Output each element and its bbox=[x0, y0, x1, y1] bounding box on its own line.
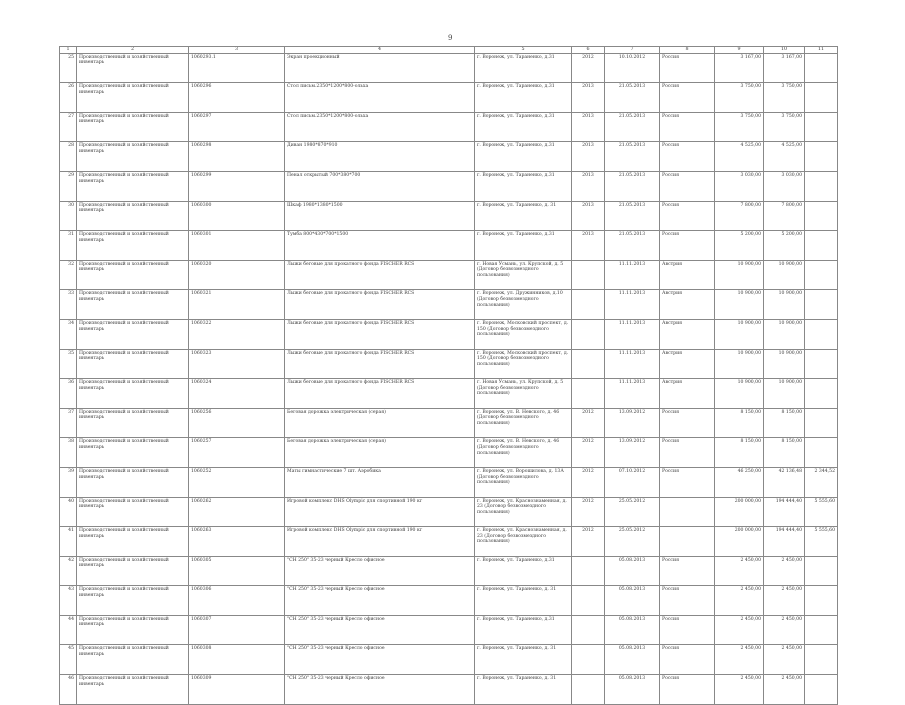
table-row bbox=[60, 438, 838, 468]
category-cell: Производственный и хозяйственный инвентарь bbox=[77, 319, 189, 349]
date-cell: 21.05.2013 bbox=[605, 142, 660, 172]
category-cell: Производственный и хозяйственный инвентарь bbox=[77, 201, 189, 231]
item-name-cell: Экран проекционный bbox=[285, 53, 475, 83]
year-cell: 2012 bbox=[572, 438, 605, 468]
residual-value-cell: 194 444,40 bbox=[764, 497, 805, 527]
column-header: 8 bbox=[660, 47, 715, 54]
item-name-cell: "СН 250" 35-23 черный Кресло офисное bbox=[285, 615, 475, 645]
row-number-cell: 38 bbox=[60, 438, 77, 468]
category-cell: Производственный и хозяйственный инвентарь bbox=[77, 379, 189, 409]
cost-cell: 200 000,00 bbox=[715, 497, 764, 527]
extra-value-cell: 5 555,60 bbox=[805, 497, 838, 527]
row-number-cell: 29 bbox=[60, 171, 77, 201]
inventory-number-cell: 1060309 bbox=[189, 675, 285, 705]
category-cell: Производственный и хозяйственный инвентарь bbox=[77, 438, 189, 468]
residual-value-cell: 10 900,00 bbox=[764, 319, 805, 349]
item-name-cell: Игровой комплекс DHS Olympic для спортивной 190 кг bbox=[285, 527, 475, 557]
inventory-number-cell: 1060263 bbox=[189, 527, 285, 557]
cost-cell: 10 900,00 bbox=[715, 319, 764, 349]
item-name-cell: Лыжи беговые для прокатного фонда FISCHER RCS bbox=[285, 379, 475, 409]
table-row bbox=[60, 83, 838, 113]
inventory-number-cell: 1060324 bbox=[189, 379, 285, 409]
category-cell: Производственный и хозяйственный инвентарь bbox=[77, 408, 189, 438]
category-cell: Производственный и хозяйственный инвентарь bbox=[77, 645, 189, 675]
date-cell: 05.08.2013 bbox=[605, 675, 660, 705]
country-cell: Россия bbox=[660, 467, 715, 497]
item-name-cell: "СН 250" 35-23 черный Кресло офисное bbox=[285, 645, 475, 675]
year-cell: 2013 bbox=[572, 112, 605, 142]
residual-value-cell: 10 900,00 bbox=[764, 349, 805, 379]
row-number-cell: 33 bbox=[60, 290, 77, 320]
address-cell: г. Воронеж, ул. Тараненко, д.31 bbox=[475, 615, 572, 645]
year-cell bbox=[572, 675, 605, 705]
column-header: 6 bbox=[572, 47, 605, 54]
residual-value-cell: 2 450,00 bbox=[764, 586, 805, 616]
year-cell: 2013 bbox=[572, 171, 605, 201]
column-header: 4 bbox=[285, 47, 475, 54]
country-cell bbox=[660, 497, 715, 527]
year-cell bbox=[572, 290, 605, 320]
residual-value-cell: 10 900,00 bbox=[764, 260, 805, 290]
country-cell: Россия bbox=[660, 112, 715, 142]
residual-value-cell: 3 167,00 bbox=[764, 53, 805, 83]
date-cell: 21.05.2013 bbox=[605, 231, 660, 261]
date-cell: 13.09.2012 bbox=[605, 408, 660, 438]
item-name-cell: Шкаф 1980*1380*1500 bbox=[285, 201, 475, 231]
table-row bbox=[60, 260, 838, 290]
address-cell: г. Воронеж, ул. Тараненко, д.31 bbox=[475, 53, 572, 83]
extra-value-cell bbox=[805, 556, 838, 586]
inventory-number-cell: 1060257 bbox=[189, 438, 285, 468]
table-row bbox=[60, 319, 838, 349]
item-name-cell: Беговая дорожка электрическая (серая) bbox=[285, 438, 475, 468]
item-name-cell: Лыжи беговые для прокатного фонда FISCHER RCS bbox=[285, 319, 475, 349]
residual-value-cell: 8 150,00 bbox=[764, 438, 805, 468]
table-row bbox=[60, 349, 838, 379]
date-cell: 11.11.2013 bbox=[605, 260, 660, 290]
date-cell: 25.05.2012 bbox=[605, 497, 660, 527]
year-cell bbox=[572, 260, 605, 290]
date-cell: 21.05.2013 bbox=[605, 112, 660, 142]
year-cell: 2012 bbox=[572, 527, 605, 557]
residual-value-cell: 10 900,00 bbox=[764, 290, 805, 320]
date-cell: 05.08.2013 bbox=[605, 645, 660, 675]
extra-value-cell bbox=[805, 260, 838, 290]
year-cell: 2013 bbox=[572, 231, 605, 261]
address-cell: г. Воронеж, ул. В. Невского, д. 46 (Договор безвозмездного пользования) bbox=[475, 438, 572, 468]
column-number-row bbox=[60, 47, 838, 54]
date-cell: 07.10.2012 bbox=[605, 467, 660, 497]
extra-value-cell bbox=[805, 615, 838, 645]
extra-value-cell bbox=[805, 408, 838, 438]
item-name-cell: Диван 1980*870*910 bbox=[285, 142, 475, 172]
cost-cell: 10 900,00 bbox=[715, 290, 764, 320]
date-cell: 05.08.2013 bbox=[605, 556, 660, 586]
column-header: 1 bbox=[60, 47, 77, 54]
row-number-cell: 36 bbox=[60, 379, 77, 409]
residual-value-cell: 42 136,48 bbox=[764, 467, 805, 497]
residual-value-cell: 2 450,00 bbox=[764, 615, 805, 645]
extra-value-cell: 2 344,52 bbox=[805, 467, 838, 497]
inventory-number-cell: 1060305 bbox=[189, 556, 285, 586]
address-cell: г. Новая Усмань, ул. Крупской, д. 5 (Договор безвозмездного пользования) bbox=[475, 379, 572, 409]
address-cell: г. Новая Усмань, ул. Крупской, д. 5 (Договор безвозмездного пользования) bbox=[475, 260, 572, 290]
year-cell: 2012 bbox=[572, 497, 605, 527]
inventory-number-cell: 1060296 bbox=[189, 83, 285, 113]
year-cell: 2013 bbox=[572, 83, 605, 113]
year-cell: 2012 bbox=[572, 408, 605, 438]
row-number-cell: 40 bbox=[60, 497, 77, 527]
item-name-cell: "СН 250" 35-23 черный Кресло офисное bbox=[285, 586, 475, 616]
country-cell: Австрия bbox=[660, 319, 715, 349]
inventory-number-cell: 1060299 bbox=[189, 171, 285, 201]
row-number-cell: 44 bbox=[60, 615, 77, 645]
date-cell: 05.08.2013 bbox=[605, 586, 660, 616]
table-row bbox=[60, 112, 838, 142]
row-number-cell: 30 bbox=[60, 201, 77, 231]
address-cell: г. Воронеж, Московский проспект, д. 150 (Договор безвозмездного пользования) bbox=[475, 319, 572, 349]
residual-value-cell: 4 525,00 bbox=[764, 142, 805, 172]
residual-value-cell: 2 450,00 bbox=[764, 675, 805, 705]
cost-cell: 10 900,00 bbox=[715, 349, 764, 379]
year-cell bbox=[572, 319, 605, 349]
category-cell: Производственный и хозяйственный инвентарь bbox=[77, 615, 189, 645]
country-cell: Россия bbox=[660, 53, 715, 83]
inventory-table bbox=[59, 46, 838, 705]
inventory-number-cell: 1060262 bbox=[189, 497, 285, 527]
item-name-cell: Беговая дорожка электрическая (серая) bbox=[285, 408, 475, 438]
item-name-cell: Стол письм.2350*1200*800-ольха bbox=[285, 112, 475, 142]
address-cell: г. Воронеж, ул. В. Невского, д. 46 (Договор безвозмездного пользования) bbox=[475, 408, 572, 438]
extra-value-cell bbox=[805, 290, 838, 320]
row-number-cell: 45 bbox=[60, 645, 77, 675]
row-number-cell: 37 bbox=[60, 408, 77, 438]
year-cell bbox=[572, 586, 605, 616]
table-row bbox=[60, 171, 838, 201]
cost-cell: 10 900,00 bbox=[715, 260, 764, 290]
table-row bbox=[60, 53, 838, 83]
column-header: 5 bbox=[475, 47, 572, 54]
address-cell: г. Воронеж, ул. Тараненко, д.31 bbox=[475, 112, 572, 142]
extra-value-cell bbox=[805, 231, 838, 261]
category-cell: Производственный и хозяйственный инвентарь bbox=[77, 586, 189, 616]
table-row bbox=[60, 231, 838, 261]
row-number-cell: 28 bbox=[60, 142, 77, 172]
row-number-cell: 42 bbox=[60, 556, 77, 586]
extra-value-cell bbox=[805, 53, 838, 83]
country-cell: Россия bbox=[660, 142, 715, 172]
extra-value-cell bbox=[805, 675, 838, 705]
column-header: 3 bbox=[189, 47, 285, 54]
residual-value-cell: 2 450,00 bbox=[764, 556, 805, 586]
table-row bbox=[60, 645, 838, 675]
inventory-number-cell: 1060293.1 bbox=[189, 53, 285, 83]
year-cell bbox=[572, 379, 605, 409]
cost-cell: 2 450,00 bbox=[715, 615, 764, 645]
category-cell: Производственный и хозяйственный инвентарь bbox=[77, 171, 189, 201]
date-cell: 21.05.2013 bbox=[605, 171, 660, 201]
row-number-cell: 46 bbox=[60, 675, 77, 705]
inventory-number-cell: 1060320 bbox=[189, 260, 285, 290]
column-header: 2 bbox=[77, 47, 189, 54]
item-name-cell: Пенал открытый 700*380*700 bbox=[285, 171, 475, 201]
address-cell: г. Воронеж, Московский проспект, д. 150 (Договор безвозмездного пользования) bbox=[475, 349, 572, 379]
address-cell: г. Воронеж, ул. Тараненко, д.31 bbox=[475, 231, 572, 261]
category-cell: Производственный и хозяйственный инвентарь bbox=[77, 467, 189, 497]
date-cell: 25.05.2012 bbox=[605, 527, 660, 557]
cost-cell: 3 030,00 bbox=[715, 171, 764, 201]
inventory-number-cell: 1060323 bbox=[189, 349, 285, 379]
year-cell bbox=[572, 645, 605, 675]
inventory-number-cell: 1060252 bbox=[189, 467, 285, 497]
category-cell: Производственный и хозяйственный инвентарь bbox=[77, 142, 189, 172]
table-row bbox=[60, 497, 838, 527]
date-cell: 11.11.2013 bbox=[605, 319, 660, 349]
extra-value-cell: 5 555,60 bbox=[805, 527, 838, 557]
extra-value-cell bbox=[805, 586, 838, 616]
category-cell: Производственный и хозяйственный инвентарь bbox=[77, 349, 189, 379]
item-name-cell: Тумба 800*430*700*1500 bbox=[285, 231, 475, 261]
country-cell: Россия bbox=[660, 438, 715, 468]
residual-value-cell: 5 200,00 bbox=[764, 231, 805, 261]
country-cell: Австрия bbox=[660, 349, 715, 379]
column-header: 7 bbox=[605, 47, 660, 54]
cost-cell: 2 450,00 bbox=[715, 586, 764, 616]
cost-cell: 3 167,00 bbox=[715, 53, 764, 83]
country-cell: Россия bbox=[660, 171, 715, 201]
table-row bbox=[60, 615, 838, 645]
row-number-cell: 32 bbox=[60, 260, 77, 290]
year-cell bbox=[572, 556, 605, 586]
extra-value-cell bbox=[805, 645, 838, 675]
category-cell: Производственный и хозяйственный инвентарь bbox=[77, 556, 189, 586]
country-cell: Россия bbox=[660, 645, 715, 675]
country-cell: Россия bbox=[660, 83, 715, 113]
year-cell: 2013 bbox=[572, 201, 605, 231]
row-number-cell: 35 bbox=[60, 349, 77, 379]
inventory-number-cell: 1060301 bbox=[189, 231, 285, 261]
cost-cell: 2 450,00 bbox=[715, 556, 764, 586]
year-cell bbox=[572, 615, 605, 645]
cost-cell: 200 000,00 bbox=[715, 527, 764, 557]
cost-cell: 5 200,00 bbox=[715, 231, 764, 261]
table-row bbox=[60, 527, 838, 557]
table-row bbox=[60, 467, 838, 497]
category-cell: Производственный и хозяйственный инвентарь bbox=[77, 527, 189, 557]
cost-cell: 7 800,00 bbox=[715, 201, 764, 231]
cost-cell: 4 525,00 bbox=[715, 142, 764, 172]
extra-value-cell bbox=[805, 171, 838, 201]
column-header: 9 bbox=[715, 47, 764, 54]
country-cell: Австрия bbox=[660, 290, 715, 320]
row-number-cell: 41 bbox=[60, 527, 77, 557]
residual-value-cell: 3 750,00 bbox=[764, 83, 805, 113]
year-cell: 2012 bbox=[572, 467, 605, 497]
column-header: 11 bbox=[805, 47, 838, 54]
inventory-number-cell: 1060256 bbox=[189, 408, 285, 438]
residual-value-cell: 10 900,00 bbox=[764, 379, 805, 409]
row-number-cell: 39 bbox=[60, 467, 77, 497]
page-number: 9 bbox=[448, 34, 453, 42]
category-cell: Производственный и хозяйственный инвентарь bbox=[77, 231, 189, 261]
year-cell: 2012 bbox=[572, 53, 605, 83]
residual-value-cell: 3 750,00 bbox=[764, 112, 805, 142]
item-name-cell: "СН 250" 35-23 черный Кресло офисное bbox=[285, 675, 475, 705]
address-cell: г. Воронеж, ул. Тараненко, д.31 bbox=[475, 556, 572, 586]
cost-cell: 8 150,00 bbox=[715, 438, 764, 468]
country-cell: Россия bbox=[660, 201, 715, 231]
year-cell: 2013 bbox=[572, 142, 605, 172]
inventory-number-cell: 1060300 bbox=[189, 201, 285, 231]
address-cell: г. Воронеж, ул. Тараненко, д.31 bbox=[475, 83, 572, 113]
date-cell: 11.11.2013 bbox=[605, 290, 660, 320]
inventory-number-cell: 1060306 bbox=[189, 586, 285, 616]
inventory-number-cell: 1060307 bbox=[189, 615, 285, 645]
item-name-cell: Стол письм.2350*1200*800-ольха bbox=[285, 83, 475, 113]
row-number-cell: 25 bbox=[60, 53, 77, 83]
country-cell: Россия bbox=[660, 615, 715, 645]
country-cell: Россия bbox=[660, 586, 715, 616]
address-cell: г. Воронеж, ул. Тараненко, д. 31 bbox=[475, 201, 572, 231]
date-cell: 13.09.2012 bbox=[605, 438, 660, 468]
item-name-cell: Лыжи беговые для прокатного фонда FISCHER RCS bbox=[285, 290, 475, 320]
address-cell: г. Воронеж, ул. Тараненко, д. 31 bbox=[475, 645, 572, 675]
country-cell: Россия bbox=[660, 231, 715, 261]
cost-cell: 8 150,00 bbox=[715, 408, 764, 438]
address-cell: г. Воронеж, ул. Дружинников, д.10 (Договор безвозмездного пользования) bbox=[475, 290, 572, 320]
extra-value-cell bbox=[805, 201, 838, 231]
inventory-number-cell: 1060321 bbox=[189, 290, 285, 320]
address-cell: г. Воронеж, ул. Тараненко, д. 31 bbox=[475, 586, 572, 616]
table-row bbox=[60, 586, 838, 616]
table-row bbox=[60, 142, 838, 172]
category-cell: Производственный и хозяйственный инвентарь bbox=[77, 83, 189, 113]
extra-value-cell bbox=[805, 83, 838, 113]
table-row bbox=[60, 408, 838, 438]
row-number-cell: 27 bbox=[60, 112, 77, 142]
inventory-number-cell: 1060322 bbox=[189, 319, 285, 349]
country-cell: Австрия bbox=[660, 260, 715, 290]
cost-cell: 3 750,00 bbox=[715, 83, 764, 113]
date-cell: 11.11.2013 bbox=[605, 349, 660, 379]
country-cell: Россия bbox=[660, 408, 715, 438]
address-cell: г. Воронеж, ул. Тараненко, д.31 bbox=[475, 171, 572, 201]
residual-value-cell: 194 444,40 bbox=[764, 527, 805, 557]
year-cell bbox=[572, 349, 605, 379]
date-cell: 21.05.2013 bbox=[605, 201, 660, 231]
address-cell: г. Воронеж, ул. Тараненко, д.31 bbox=[475, 142, 572, 172]
category-cell: Производственный и хозяйственный инвентарь bbox=[77, 112, 189, 142]
extra-value-cell bbox=[805, 438, 838, 468]
address-cell: г. Воронеж, ул. Краснознаменная, д. 23 (Договор безвозмездного пользования) bbox=[475, 497, 572, 527]
date-cell: 05.08.2013 bbox=[605, 615, 660, 645]
table-row bbox=[60, 556, 838, 586]
cost-cell: 2 450,00 bbox=[715, 645, 764, 675]
address-cell: г. Воронеж, ул. Тараненко, д. 31 bbox=[475, 675, 572, 705]
item-name-cell: Игровой комплекс DHS Olympic для спортивной 190 кг bbox=[285, 497, 475, 527]
residual-value-cell: 8 150,00 bbox=[764, 408, 805, 438]
table-row bbox=[60, 675, 838, 705]
country-cell: Австрия bbox=[660, 379, 715, 409]
country-cell bbox=[660, 527, 715, 557]
extra-value-cell bbox=[805, 379, 838, 409]
inventory-number-cell: 1060297 bbox=[189, 112, 285, 142]
residual-value-cell: 3 030,00 bbox=[764, 171, 805, 201]
inventory-number-cell: 1060308 bbox=[189, 645, 285, 675]
category-cell: Производственный и хозяйственный инвентарь bbox=[77, 290, 189, 320]
extra-value-cell bbox=[805, 349, 838, 379]
category-cell: Производственный и хозяйственный инвентарь bbox=[77, 675, 189, 705]
extra-value-cell bbox=[805, 319, 838, 349]
country-cell: Россия bbox=[660, 675, 715, 705]
row-number-cell: 34 bbox=[60, 319, 77, 349]
cost-cell: 10 900,00 bbox=[715, 379, 764, 409]
table-row bbox=[60, 201, 838, 231]
category-cell: Производственный и хозяйственный инвентарь bbox=[77, 497, 189, 527]
column-header: 10 bbox=[764, 47, 805, 54]
row-number-cell: 31 bbox=[60, 231, 77, 261]
table-row bbox=[60, 379, 838, 409]
extra-value-cell bbox=[805, 112, 838, 142]
category-cell: Производственный и хозяйственный инвентарь bbox=[77, 260, 189, 290]
country-cell: Россия bbox=[660, 556, 715, 586]
item-name-cell: Лыжи беговые для прокатного фонда FISCHER RCS bbox=[285, 349, 475, 379]
item-name-cell: "СН 250" 35-23 черный Кресло офисное bbox=[285, 556, 475, 586]
residual-value-cell: 2 450,00 bbox=[764, 645, 805, 675]
item-name-cell: Маты гимнастические 7 шт. Аэробика bbox=[285, 467, 475, 497]
cost-cell: 2 450,00 bbox=[715, 675, 764, 705]
cost-cell: 46 250,00 bbox=[715, 467, 764, 497]
address-cell: г. Воронеж, ул. Краснознаменная, д. 23 (Договор безвозмездного пользования) bbox=[475, 527, 572, 557]
date-cell: 10.10.2012 bbox=[605, 53, 660, 83]
date-cell: 11.11.2013 bbox=[605, 379, 660, 409]
date-cell: 21.05.2013 bbox=[605, 83, 660, 113]
cost-cell: 3 750,00 bbox=[715, 112, 764, 142]
table-row bbox=[60, 290, 838, 320]
address-cell: г. Воронеж, ул. Ворошилова, д. 13А (Договор безвозмездного пользования) bbox=[475, 467, 572, 497]
category-cell: Производственный и хозяйственный инвентарь bbox=[77, 53, 189, 83]
row-number-cell: 26 bbox=[60, 83, 77, 113]
residual-value-cell: 7 800,00 bbox=[764, 201, 805, 231]
inventory-number-cell: 1060298 bbox=[189, 142, 285, 172]
item-name-cell: Лыжи беговые для прокатного фонда FISCHER RCS bbox=[285, 260, 475, 290]
extra-value-cell bbox=[805, 142, 838, 172]
row-number-cell: 43 bbox=[60, 586, 77, 616]
